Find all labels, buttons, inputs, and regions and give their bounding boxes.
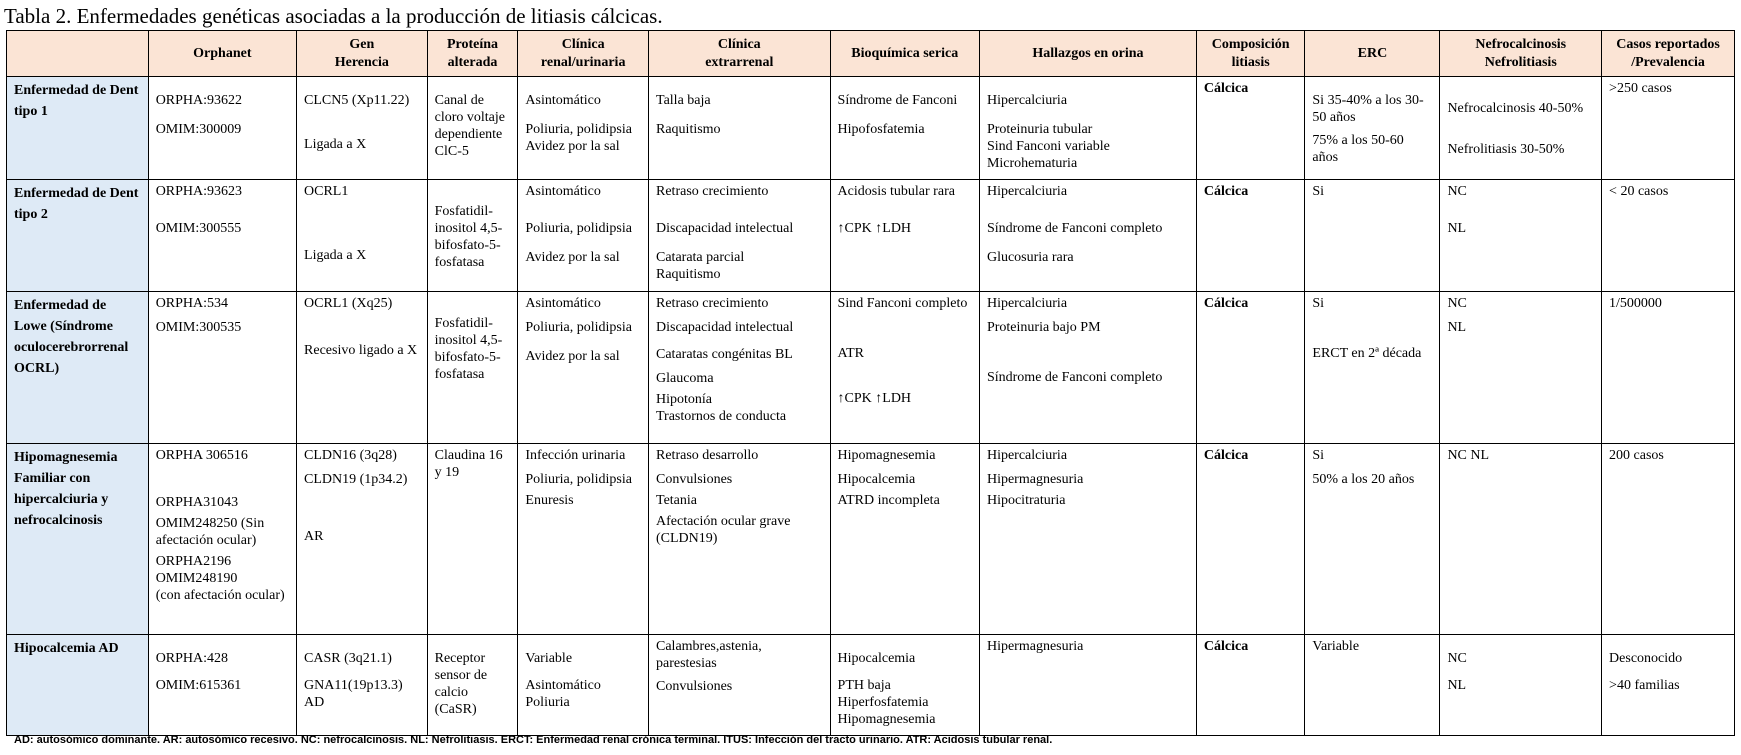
col-header-gen-line2: Herencia <box>334 54 389 70</box>
bioquimica-cell <box>830 444 979 635</box>
col-header-gen <box>297 31 428 77</box>
extrarenal-item: Raquitismo <box>656 266 721 282</box>
renal-item: Poliuria <box>525 695 570 711</box>
col-header-gen-line1: Gen <box>349 36 375 52</box>
nefro-cell <box>1440 444 1602 635</box>
renal-item: Avidez por la sal <box>525 348 620 364</box>
gen-cell <box>297 291 428 444</box>
col-header-composicion <box>1196 31 1304 77</box>
extrarenal-cell <box>649 635 831 736</box>
protein: Claudina 16 y 19 <box>434 448 503 481</box>
casos-cell: 1/500000 <box>1602 291 1735 444</box>
orphanet-code: ORPHA2196 <box>155 554 232 570</box>
orphanet-code: ORPHA 306516 <box>155 448 248 464</box>
erc-cell <box>1305 291 1440 444</box>
orina-item: Hipercalciuria <box>986 93 1068 108</box>
orphanet-cell <box>148 179 296 291</box>
nefro-item: NL <box>1447 319 1467 335</box>
orphanet-code: (con afectación ocular) <box>155 588 285 604</box>
orina-item: Hipercalciuria <box>986 295 1068 311</box>
col-header-protein-line1: Proteína <box>446 36 499 52</box>
extrarenal-item: Retraso desarrollo <box>656 448 759 464</box>
protein: Canal de cloro voltaje dependiente ClC-5 <box>434 93 505 159</box>
composicion-cell: Cálcica <box>1196 179 1304 291</box>
extrarenal-item: Glaucoma <box>656 370 714 386</box>
extrarenal-item: Convulsiones <box>656 472 733 488</box>
casos-item: >40 familias <box>1609 678 1680 694</box>
extrarenal-item: Raquitismo <box>656 122 721 137</box>
col-header-casos-line2: /Prevalencia <box>1631 54 1705 70</box>
nefro-cell <box>1440 635 1602 736</box>
erc-cell <box>1305 444 1440 635</box>
col-header-protein-line2: alterada <box>447 54 498 70</box>
col-header-renal <box>518 31 649 77</box>
orina-item: Hipercalciuria <box>986 183 1068 199</box>
renal-item: Variable <box>525 651 573 667</box>
orina-item: Hipocitraturia <box>986 493 1066 509</box>
extrarenal-cell <box>649 291 831 444</box>
protein-cell <box>427 635 518 736</box>
bioquimica-item: Síndrome de Fanconi <box>837 93 958 108</box>
casos-cell: 200 casos <box>1602 444 1735 635</box>
orphanet-code: OMIM248190 <box>155 571 238 587</box>
table-footnote: AD: autosómico dominante. AR: autosómico recesivo. NC: nefrocalcinosis. NL: Nefrolitiasis. ERCT: Enfermedad renal crónica terminal. ITUS: Infección del tracto urinario. ATR: Acidosis tubular renal. <box>14 734 1053 746</box>
bioquimica-item: Sind Fanconi completo <box>837 295 968 311</box>
casos-cell: < 20 casos <box>1602 179 1735 291</box>
protein-cell <box>427 179 518 291</box>
col-header-extrarenal <box>649 31 831 77</box>
gen-cell <box>297 635 428 736</box>
inheritance: AR <box>304 529 324 545</box>
renal-item: Avidez por la sal <box>525 249 620 265</box>
casos-cell <box>1602 635 1735 736</box>
renal-item: Poliuria, polidipsia <box>525 122 632 137</box>
protein-cell <box>427 444 518 635</box>
extrarenal-item: Calambres,astenia, parestesias <box>656 639 762 672</box>
renal-item: Poliuria, polidipsia <box>525 472 632 488</box>
bioquimica-cell <box>830 77 979 180</box>
orphanet-code: ORPHA31043 <box>155 495 239 511</box>
table-row <box>7 77 1735 180</box>
nefro-item: NC <box>1447 651 1467 667</box>
bioquimica-item: Hipomagnesemia <box>837 448 936 464</box>
nefro-cell <box>1440 291 1602 444</box>
orina-item: Síndrome de Fanconi completo <box>986 369 1163 385</box>
extrarenal-item: Retraso crecimiento <box>656 183 769 199</box>
bioquimica-item: Hipomagnesemia <box>837 712 936 728</box>
extrarenal-cell <box>649 77 831 180</box>
orina-cell <box>979 444 1196 635</box>
bioquimica-item: ↑CPK ↑LDH <box>837 220 912 236</box>
gene: GNA11(19p13.3) <box>304 678 403 694</box>
orina-cell <box>979 291 1196 444</box>
nefro-item: Nefrocalcinosis 40-50% <box>1447 101 1584 116</box>
gene: CLCN5 (Xp11.22) <box>304 93 410 108</box>
col-header-renal-line2: renal/urinaria <box>540 54 626 70</box>
extrarenal-item: Discapacidad intelectual <box>656 319 794 335</box>
renal-item: Avidez por la sal <box>525 139 620 154</box>
col-header-erc: ERC <box>1305 31 1440 77</box>
gene: CLDN19 (1p34.2) <box>304 472 408 488</box>
renal-item: Enuresis <box>525 493 574 509</box>
renal-item: Asintomático <box>525 183 601 199</box>
extrarenal-cell <box>649 179 831 291</box>
bioquimica-item: ATR <box>837 345 864 361</box>
composicion-cell: Cálcica <box>1196 635 1304 736</box>
erc-item: Si <box>1312 183 1325 199</box>
renal-cell <box>518 635 649 736</box>
disease-name: Hipocalcemia AD <box>7 635 149 736</box>
erc-item: 50% a los 20 años <box>1312 472 1415 488</box>
gene: OCRL1 (Xq25) <box>304 295 393 311</box>
col-header-protein <box>427 31 518 77</box>
protein: Receptor sensor de calcio (CaSR) <box>434 651 488 718</box>
orphanet-code: OMIM:300535 <box>155 319 242 335</box>
orina-cell <box>979 77 1196 180</box>
extrarenal-item: Afectación ocular grave (CLDN19) <box>656 514 791 547</box>
nefro-item: NC NL <box>1447 448 1490 464</box>
erc-item: ERCT en 2ª década <box>1312 345 1422 361</box>
gene: OCRL1 <box>304 183 349 199</box>
renal-item: Asintomático <box>525 93 601 108</box>
renal-item: Poliuria, polidipsia <box>525 319 632 335</box>
composicion-cell: Cálcica <box>1196 444 1304 635</box>
col-header-nefro-line1: Nefrocalcinosis <box>1475 36 1567 52</box>
col-header-casos <box>1602 31 1735 77</box>
orina-item: Hipermagnesuria <box>986 472 1084 488</box>
erc-item: 75% a los 50-60 años <box>1312 133 1404 165</box>
orphanet-code: OMIM:300555 <box>155 220 242 236</box>
protein: Fosfatidil-inositol 4,5-bifosfato-5-fosfatasa <box>434 315 503 382</box>
extrarenal-item: Convulsiones <box>656 679 733 695</box>
erc-cell <box>1305 635 1440 736</box>
renal-cell <box>518 444 649 635</box>
erc-cell <box>1305 77 1440 180</box>
col-header-nefro <box>1440 31 1602 77</box>
orphanet-code: ORPHA:93622 <box>155 93 243 108</box>
orphanet-code: OMIM:300009 <box>155 122 242 137</box>
composicion-cell: Cálcica <box>1196 291 1304 444</box>
inheritance: Ligada a X <box>304 247 367 263</box>
col-header-disease <box>7 31 149 77</box>
inheritance: AD <box>304 695 325 711</box>
casos-cell: >250 casos <box>1602 77 1735 180</box>
erc-cell <box>1305 179 1440 291</box>
col-header-composicion-line2: litiasis <box>1231 54 1270 70</box>
orphanet-code: ORPHA:428 <box>155 651 229 667</box>
inheritance: Recesivo ligado a X <box>304 342 418 358</box>
renal-cell <box>518 179 649 291</box>
extrarenal-cell <box>649 444 831 635</box>
orina-item: Proteinuria bajo PM <box>986 319 1101 335</box>
orphanet-cell <box>148 444 296 635</box>
protein-cell <box>427 77 518 180</box>
renal-item: Infección urinaria <box>525 448 626 464</box>
orina-cell <box>979 635 1196 736</box>
erc-item: Si 35-40% a los 30-50 años <box>1312 93 1424 125</box>
disease-name: Enfermedad de Dent tipo 2 <box>7 179 149 291</box>
nefro-cell <box>1440 77 1602 180</box>
extrarenal-item: Catarata parcial <box>656 249 745 265</box>
gene: CASR (3q21.1) <box>304 651 392 667</box>
renal-cell <box>518 291 649 444</box>
orphanet-code: ORPHA:534 <box>155 295 229 311</box>
table-caption: Tabla 2. Enfermedades genéticas asociadas a la producción de litiasis cálcicas. <box>4 4 663 28</box>
bioquimica-item: Hiperfosfatemia <box>837 695 929 711</box>
table-row <box>7 635 1735 736</box>
orina-cell <box>979 179 1196 291</box>
protein: Fosfatidil-inositol 4,5-bifosfato-5-fosfatasa <box>434 203 503 270</box>
orina-item: Proteinuria tubular <box>986 122 1093 137</box>
renal-cell <box>518 77 649 180</box>
bioquimica-item: Hipofosfatemia <box>837 122 925 137</box>
extrarenal-item: Hipotonía <box>656 391 712 407</box>
col-header-renal-line1: Clínica <box>561 36 605 52</box>
genetic-diseases-table <box>6 30 1735 736</box>
bioquimica-item: ATRD incompleta <box>837 493 940 509</box>
orina-item: Hipercalciuria <box>986 448 1068 464</box>
orina-item: Síndrome de Fanconi completo <box>986 220 1163 236</box>
renal-item: Poliuria, polidipsia <box>525 220 632 236</box>
col-header-casos-line1: Casos reportados <box>1616 36 1720 52</box>
bioquimica-item: Hipocalcemia <box>837 651 916 667</box>
table-row <box>7 291 1735 444</box>
bioquimica-item: Hipocalcemia <box>837 472 916 488</box>
nefro-item: NC <box>1447 183 1467 199</box>
table-row <box>7 444 1735 635</box>
disease-name: Enfermedad de Dent tipo 1 <box>7 77 149 180</box>
orina-item: Hipermagnesuria <box>986 639 1084 655</box>
nefro-item: Nefrolitiasis 30-50% <box>1447 142 1565 157</box>
bioquimica-cell <box>830 179 979 291</box>
renal-item: Asintomático <box>525 295 601 311</box>
extrarenal-item: Cataratas congénitas BL <box>656 346 793 362</box>
orphanet-cell <box>148 291 296 444</box>
erc-item: Variable <box>1312 639 1360 655</box>
nefro-item: NL <box>1447 220 1467 236</box>
bioquimica-item: PTH baja <box>837 678 891 694</box>
col-header-orina: Hallazgos en orina <box>979 31 1196 77</box>
disease-name: Enfermedad de Lowe (Síndrome oculocerebrorrenal OCRL) <box>7 291 149 444</box>
orina-item: Microhematuria <box>986 156 1078 171</box>
col-header-nefro-line2: Nefrolitiasis <box>1484 54 1557 70</box>
orphanet-cell <box>148 77 296 180</box>
bioquimica-cell <box>830 291 979 444</box>
orphanet-code: ORPHA:93623 <box>155 183 243 199</box>
header-row <box>7 31 1735 77</box>
col-header-orphanet: Orphanet <box>148 31 296 77</box>
orphanet-code: OMIM:615361 <box>155 678 242 694</box>
col-header-extrarenal-line2: extrarrenal <box>705 54 774 70</box>
gene: CLDN16 (3q28) <box>304 448 397 464</box>
orina-item: Glucosuria rara <box>986 249 1074 265</box>
nefro-item: NC <box>1447 295 1467 311</box>
extrarenal-item: Discapacidad intelectual <box>656 220 794 236</box>
orphanet-code: OMIM248250 (Sin afectación ocular) <box>155 516 265 549</box>
extrarenal-item: Talla baja <box>656 93 711 108</box>
col-header-composicion-line1: Composición <box>1211 36 1290 52</box>
bioquimica-item: Acidosis tubular rara <box>837 183 955 199</box>
extrarenal-item: Trastornos de conducta <box>656 408 787 424</box>
orina-item: Sind Fanconi variable <box>986 139 1110 154</box>
extrarenal-item: Tetania <box>656 493 697 509</box>
gen-cell <box>297 77 428 180</box>
gen-cell <box>297 444 428 635</box>
disease-name: Hipomagnesemia Familiar con hipercalciuria y nefrocalcinosis <box>7 444 149 635</box>
gen-cell <box>297 179 428 291</box>
protein-cell <box>427 291 518 444</box>
bioquimica-cell <box>830 635 979 736</box>
casos-item: Desconocido <box>1609 651 1683 667</box>
nefro-item: NL <box>1447 678 1467 694</box>
col-header-bioquimica: Bioquímica serica <box>830 31 979 77</box>
col-header-extrarenal-line1: Clínica <box>717 36 761 52</box>
renal-item: Asintomático <box>525 678 601 694</box>
erc-item: Si <box>1312 448 1325 464</box>
inheritance: Ligada a X <box>304 137 367 152</box>
orphanet-cell <box>148 635 296 736</box>
extrarenal-item: Retraso crecimiento <box>656 295 769 311</box>
nefro-cell <box>1440 179 1602 291</box>
composicion-cell: Cálcica <box>1196 77 1304 180</box>
erc-item: Si <box>1312 295 1325 311</box>
table-row <box>7 179 1735 291</box>
bioquimica-item: ↑CPK ↑LDH <box>837 390 912 406</box>
